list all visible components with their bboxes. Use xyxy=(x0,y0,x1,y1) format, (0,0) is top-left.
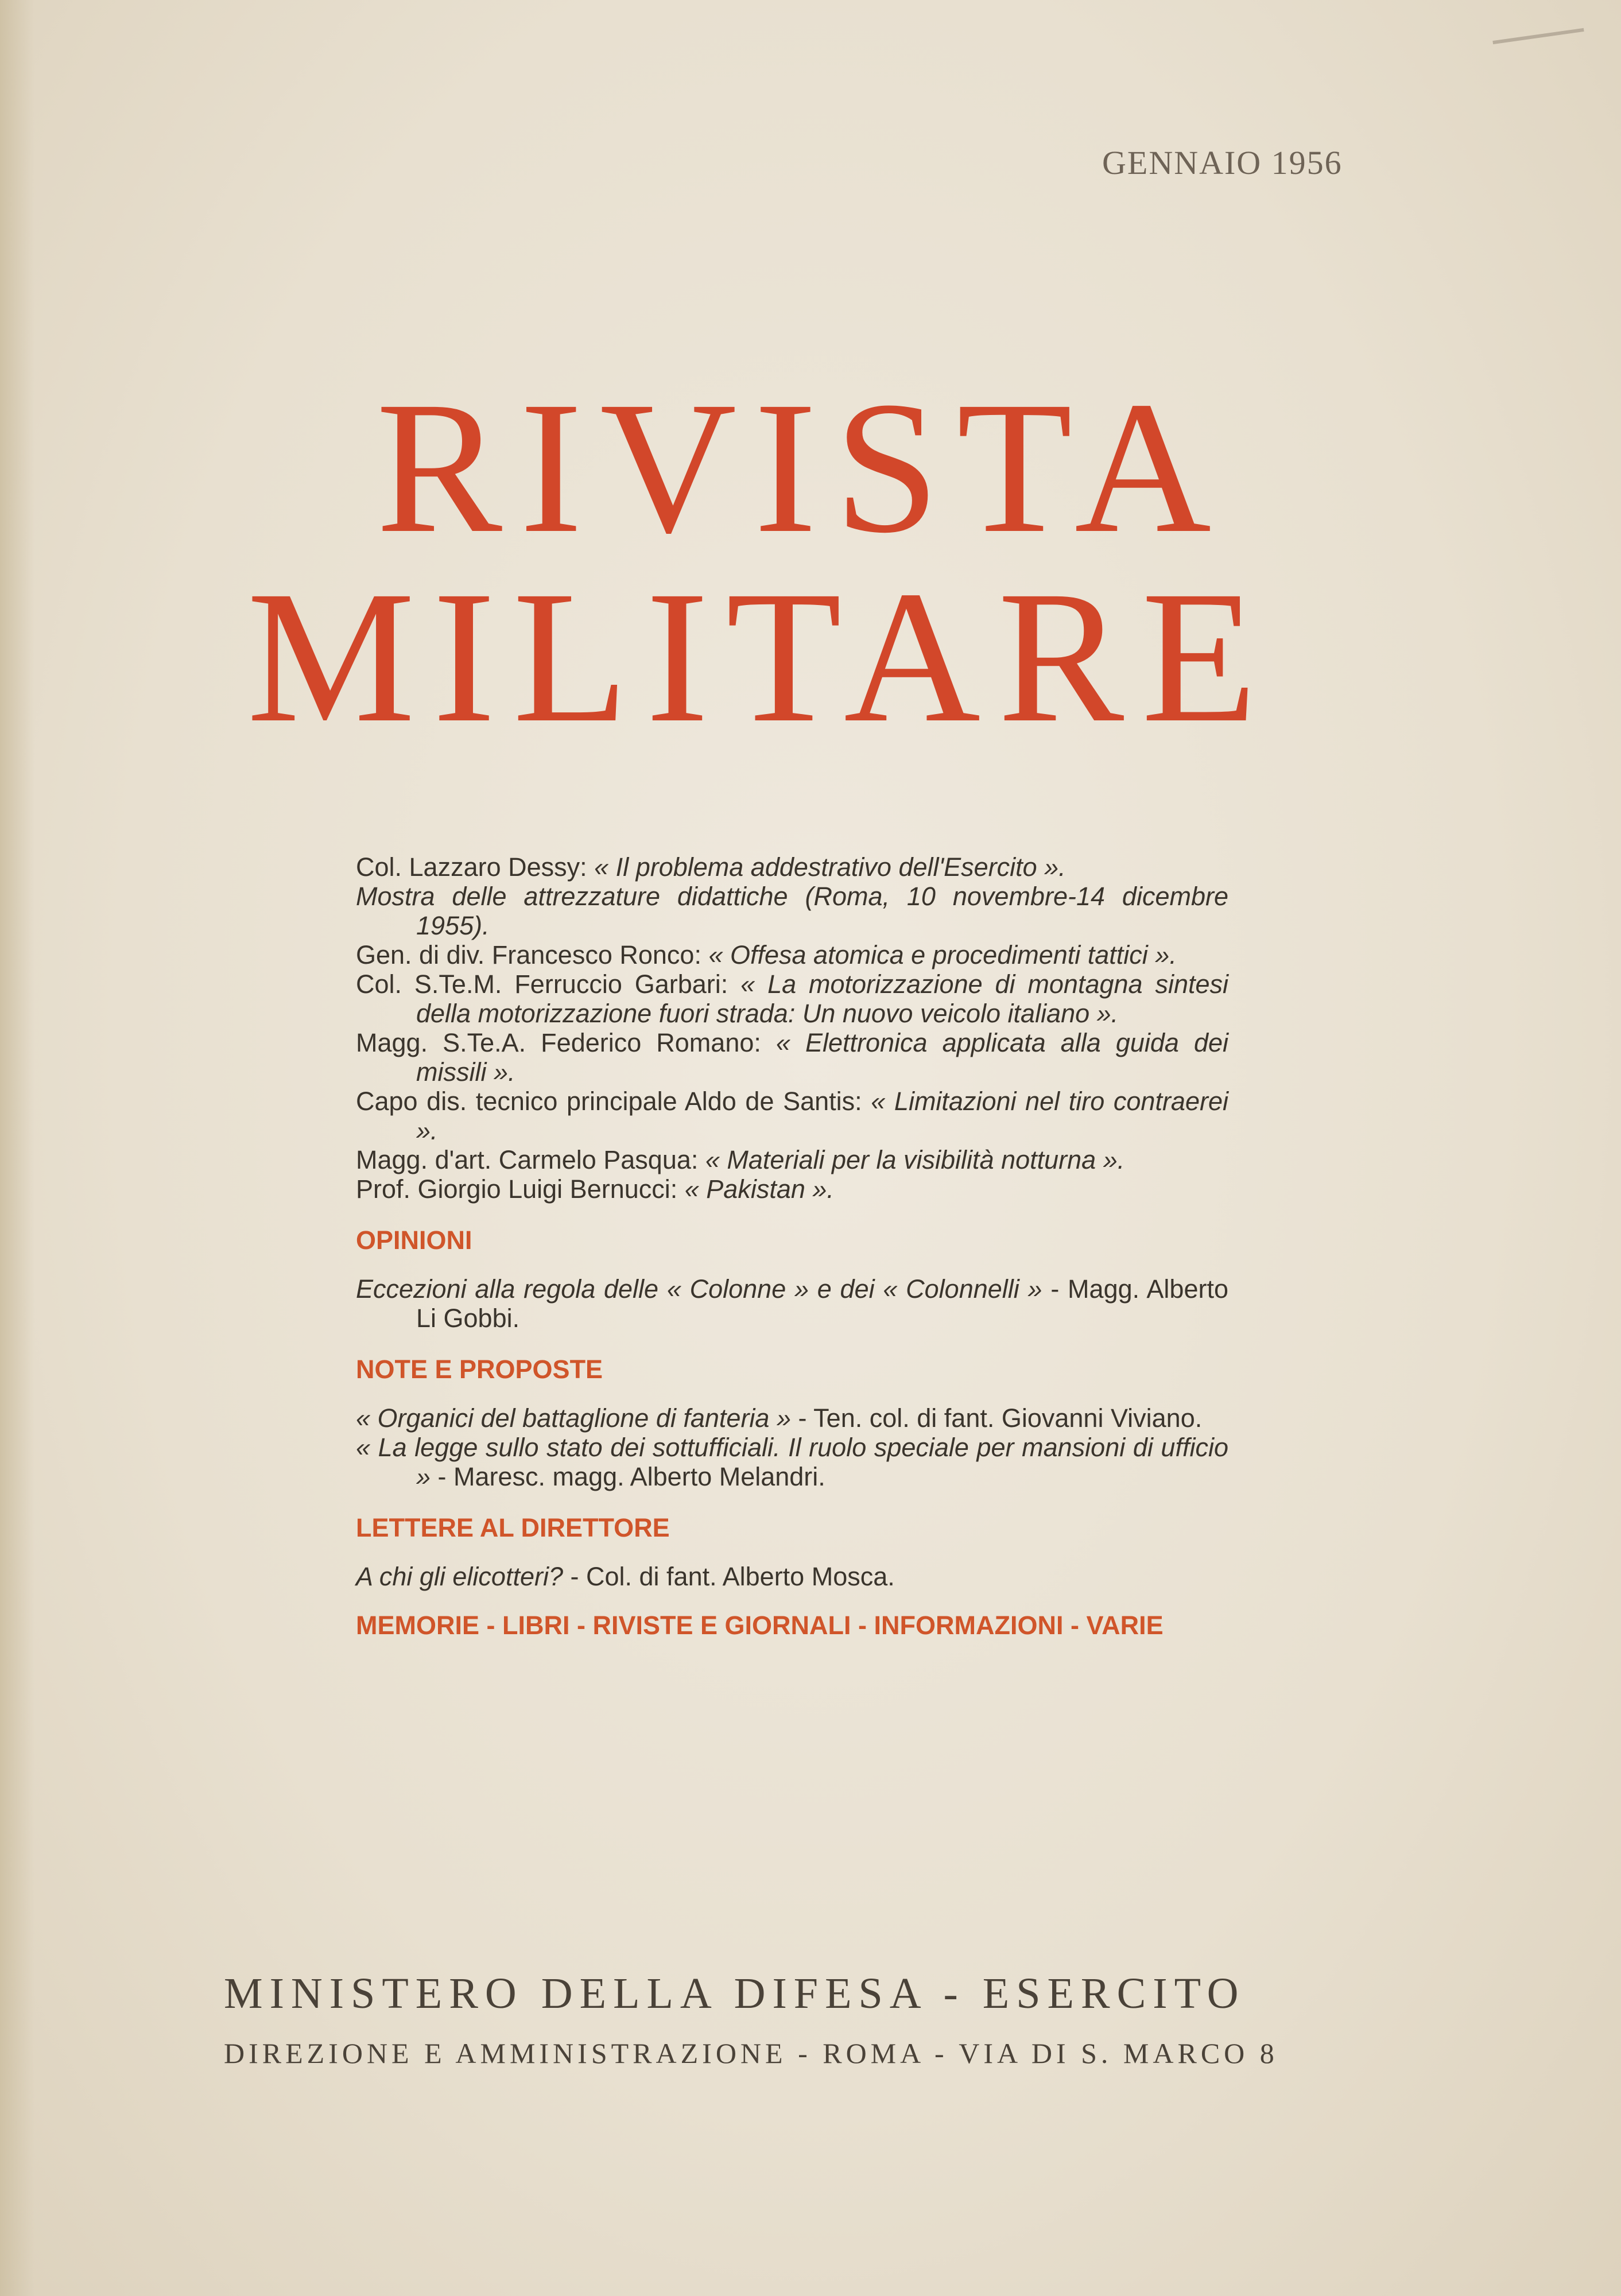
section-entry xyxy=(356,1403,1228,1433)
section-heading: LETTERE AL DIRETTORE xyxy=(356,1513,670,1542)
entry-title: « Organici del battaglione di fanteria » xyxy=(356,1403,791,1433)
entry-title: « La legge sullo stato dei sottufficiali. Il ruolo speciale per mansioni di ufficio » xyxy=(356,1433,1228,1491)
section-entry xyxy=(356,1433,1228,1491)
section-heading: OPINIONI xyxy=(356,1225,472,1255)
address: DIREZIONE E AMMINISTRAZIONE - ROMA - VIA DI S. MARCO 8 xyxy=(224,2037,1278,2069)
article-title: « Limitazioni nel tiro contraerei ». xyxy=(416,1087,1228,1145)
entry-author: - Ten. col. di fant. Giovanni Viviano. xyxy=(791,1403,1203,1433)
title-line-2: MILITARE xyxy=(247,552,1274,762)
article-entry xyxy=(356,1028,1228,1087)
article-entry xyxy=(356,1145,1228,1174)
article-title: « Elettronica applicata alla guida dei missili ». xyxy=(416,1028,1229,1087)
page-edge-shadow xyxy=(0,0,34,2296)
article-author: Capo dis. tecnico principale Aldo de Santis: xyxy=(356,1087,871,1116)
article-entry xyxy=(356,940,1228,969)
article-title: « Il problema addestrativo dell'Esercito ». xyxy=(594,852,1066,882)
entry-title: Eccezioni alla regola delle « Colonne » e dei « Colonnelli » xyxy=(356,1274,1042,1304)
pencil-mark xyxy=(1492,28,1584,44)
title-line-1: RIVISTA xyxy=(376,363,1229,572)
section-heading: NOTE E PROPOSTE xyxy=(356,1355,603,1384)
entry-author: - Maresc. magg. Alberto Melandri. xyxy=(431,1462,825,1491)
article-author: Col. S.Te.M. Ferruccio Garbari: xyxy=(356,969,741,999)
article-title: « Pakistan ». xyxy=(684,1174,834,1204)
article-author: Magg. d'art. Carmelo Pasqua: xyxy=(356,1145,705,1174)
section-entry xyxy=(356,1562,1228,1591)
entry-title: A chi gli elicotteri? xyxy=(356,1562,563,1591)
article-author: Col. Lazzaro Dessy: xyxy=(356,852,595,882)
article-entry xyxy=(356,852,1228,882)
article-author: Magg. S.Te.A. Federico Romano: xyxy=(356,1028,776,1057)
article-author: Gen. di div. Francesco Ronco: xyxy=(356,940,709,969)
article-title: « La motorizzazione di montagna sintesi della motorizzazione fuori strada: Un nuovo veicolo italiano ». xyxy=(416,969,1228,1028)
article-entry xyxy=(356,969,1228,1028)
publisher: MINISTERO DELLA DIFESA - ESERCITO xyxy=(224,1969,1246,2018)
table-of-contents xyxy=(356,852,1228,1640)
rubrics-line: MEMORIE - LIBRI - RIVISTE E GIORNALI - INFORMAZIONI - VARIE xyxy=(356,1611,1164,1640)
article-title: « Materiali per la visibilità notturna ». xyxy=(705,1145,1125,1174)
article-title: Mostra delle attrezzature didattiche (Roma, 10 novembre-14 dicembre 1955). xyxy=(356,882,1228,940)
article-author: Prof. Giorgio Luigi Bernucci: xyxy=(356,1174,685,1204)
article-title: « Offesa atomica e procedimenti tattici ». xyxy=(708,940,1177,969)
article-entry xyxy=(356,1174,1228,1204)
entry-author: - Col. di fant. Alberto Mosca. xyxy=(563,1562,895,1591)
article-entry xyxy=(356,882,1228,940)
article-list xyxy=(356,852,1228,1204)
article-entry xyxy=(356,1087,1228,1145)
section-list xyxy=(356,1225,1228,1591)
entry-author: - Magg. Alberto Li Gobbi. xyxy=(416,1274,1228,1333)
section-entry xyxy=(356,1274,1228,1333)
issue-date: GENNAIO 1956 xyxy=(1102,144,1343,181)
